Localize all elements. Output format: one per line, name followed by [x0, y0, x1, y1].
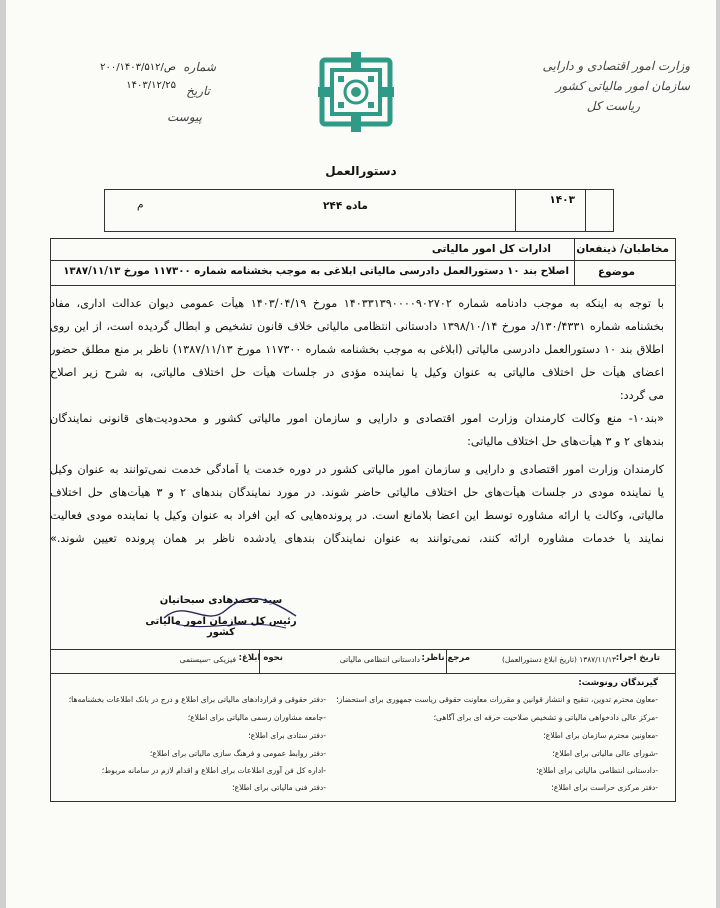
supervisor-label: مرجع ناظر:: [421, 653, 470, 663]
subject-value: اصلاح بند ۱۰ دستورالعمل دادرسی مالیاتی ابلاغی به موجب بخشنامه شماره ۱۱۷۳۰۰ مورخ ۱۳۸۷/۱۱/۱۳: [63, 266, 569, 277]
notification-label: نحوه ابلاغ:: [238, 653, 283, 663]
office-line: ریاست کل: [586, 99, 640, 113]
document-title: دستورالعمل: [325, 164, 397, 178]
cc-item: -معاون محترم تدوین، تنقیح و انتشار قوانین و مقررات معاونت حقوقی ریاست جمهوری برای استحضار؛: [336, 695, 658, 704]
body-paragraph-line: اعضای هیأت حل اختلاف مالیاتی به عنوان وکیل یا نماینده مؤدی در جلسات هیأت حل اختلاف مالیاتی، به شرح زیر اصلاح: [50, 366, 664, 379]
body-paragraph-line: بخشنامه شماره ۱۳۰/۴۳۳۱/د مورخ ۱۳۹۸/۱۰/۱۴ دادستانی انتظامی مالیاتی خلاف قانون تشخیص و ابطال گردیده است، از این روی: [50, 320, 664, 333]
cc-item: -معاونین محترم سازمان برای اطلاع؛: [543, 731, 658, 740]
letter-meta: [66, 60, 216, 140]
letter-code: م: [137, 199, 144, 211]
signatory-name: سید محمدهادی سبحانیان: [159, 595, 283, 606]
cc-label: گیرندگان رونوشت:: [578, 678, 658, 688]
cc-item: -دفتر حقوقی و قراردادهای مالیاتی برای اطلاع و درج در بانک اطلاعات بخشنامه‌ها؛: [68, 695, 326, 704]
date-value: ۱۴۰۳/۱۲/۲۵: [126, 80, 176, 91]
ministry-line: وزارت امور اقتصادی و دارایی: [542, 59, 690, 73]
notification-value: فیزیکی -سیستمی: [179, 655, 236, 664]
cc-item: -شورای عالی مالیاتی برای اطلاع؛: [552, 749, 658, 758]
organization-line: سازمان امور مالیاتی کشور: [555, 79, 690, 93]
cc-item: -جامعه مشاوران رسمی مالیاتی برای اطلاع؛: [187, 713, 326, 722]
cc-item: -دفتر ستادی برای اطلاع؛: [248, 731, 326, 740]
year-cell: [515, 190, 585, 231]
document-page: [6, 0, 716, 908]
exec-date-label: تاریخ اجرا:: [615, 653, 660, 663]
number-label: شماره: [183, 60, 216, 74]
year-value: ۱۴۰۳: [549, 194, 575, 206]
date-label: تاریخ: [186, 84, 210, 98]
article-number: ماده ۲۴۴: [323, 200, 368, 212]
signatory-role: رئیس کل سازمان امور مالیاتی کشور: [145, 616, 297, 638]
attachment-label: پیوست: [167, 110, 202, 124]
cc-item: -مرکز عالی دادخواهی مالیاتی و تشخیص صلاحیت حرفه ای برای آگاهی؛: [433, 713, 658, 722]
supervisor-value: دادستانی انتظامی مالیاتی: [339, 655, 420, 664]
cc-item: -اداره کل فن آوری اطلاعات برای اطلاع و اقدام لازم در سامانه مربوط؛: [101, 766, 326, 775]
exec-date-value: ۱۳۸۷/۱۱/۱۳ (تاریخ ابلاغ دستورالعمل): [501, 655, 616, 664]
subject-label: موضوع: [598, 266, 635, 278]
body-paragraph-line: مالیاتی، وکالت یا ارائه مشاوره توسط این اعضا بلامانع است. در پرونده‌هایی که این افراد به عنوان وکیل یا نماینده مودی فعالیت: [50, 509, 664, 522]
ministry-header: [500, 56, 690, 116]
body-paragraph-line: یا نماینده مودی در جلسات هیأت‌های حل اختلاف مالیاتی حاضر شوند. در مورد نمایندگان بندهای ۲ و ۳ هیأت‌های حل اختلاف: [50, 486, 664, 499]
addressees-value: ادارات کل امور مالیاتی: [431, 243, 551, 255]
body-paragraph-line: می گردد:: [619, 389, 664, 402]
body-paragraph-line: با توجه به اینکه به موجب دادنامه شماره ۱۴۰۳۳۱۳۹۰۰۰۰۹۰۲۷۰۲ مورخ ۱۴۰۳/۰۴/۱۹ هیأت عمومی دیوان عدالت اداری، مفاد: [50, 297, 664, 310]
cc-item: -دفتر فنی مالیاتی برای اطلاع؛: [232, 783, 326, 792]
ref-empty-cell: [585, 189, 613, 232]
body-paragraph-line: «بند۱۰- منع وکالت کارمندان وزارت امور اقتصادی و دارایی و سازمان امور مالیاتی کشور و محدودیت‌های قانونی نمایندگان: [50, 412, 664, 425]
cc-item: -دفتر روابط عمومی و فرهنگ سازی مالیاتی برای اطلاع؛: [149, 749, 326, 758]
tax-organization-logo-icon: [318, 52, 394, 132]
body-paragraph-line: بندهای ۲ و ۳ هیأت‌های حل اختلاف مالیاتی:: [467, 435, 664, 448]
cc-item: -دادستانی انتظامی مالیاتی برای اطلاع؛: [536, 766, 658, 775]
body-paragraph-line: کارمندان وزارت امور اقتصادی و دارایی و سازمان امور مالیاتی کشور در دوره خدمت یا آمادگی خدمت نمی‌توانند به عنوان وکیل: [50, 463, 664, 476]
body-paragraph-line: اطلاق بند ۱۰ دستورالعمل دادرسی مالیاتی (ابلاغی به موجب بخشنامه شماره ۱۱۷۳۰۰ مورخ ۱۳۸۷/۱۱/۱۳) ناظر بر منع مطلق حضور: [50, 343, 664, 356]
number-value: ۲۰۰/۱۴۰۳/۵۱۲/ص: [100, 62, 176, 73]
addressees-label: مخاطبان/ ذینفعان: [576, 243, 669, 255]
body-paragraph-line: نمایند یا خدمات مشاوره ارائه کنند، نمی‌توانند به عنوان نمایندگان بندهای یادشده ناظر بر همان پرونده تعیین شوند.»: [50, 532, 664, 545]
cc-item: -دفتر مرکزی حراست برای اطلاع؛: [551, 783, 658, 792]
reference-box: [104, 189, 614, 232]
